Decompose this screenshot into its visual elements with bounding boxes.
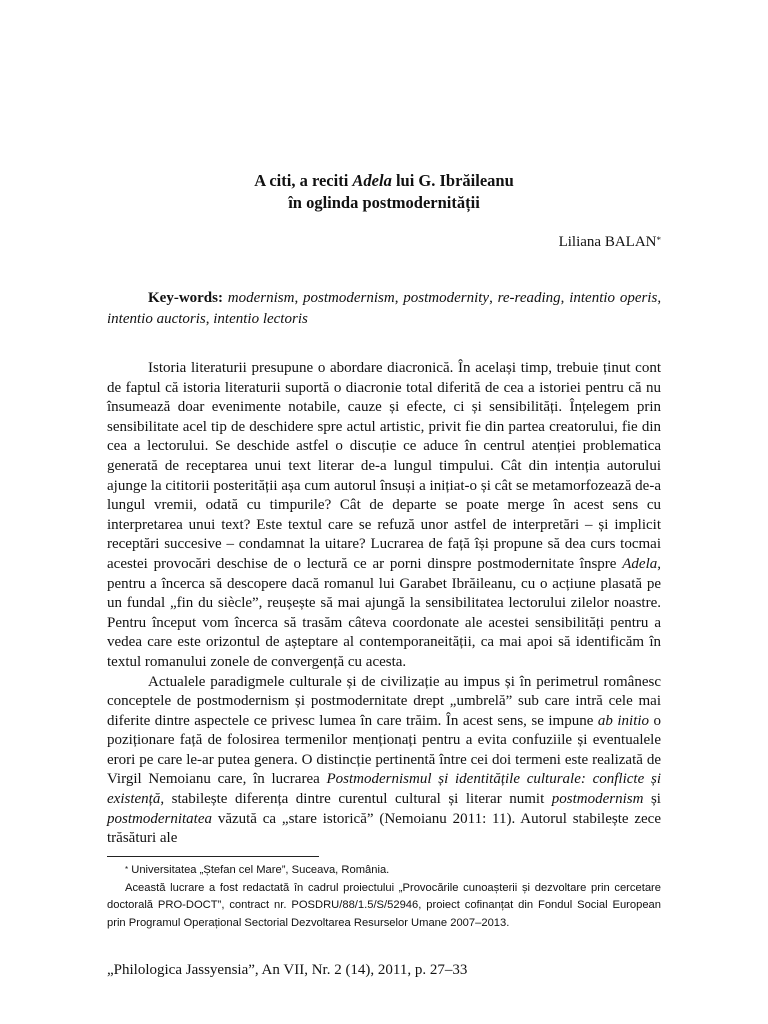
paragraph-2-text-e: văzută ca „stare istorică” (Nemoianu 2011: 11). Autorul stabilește zece trăsături ale — [107, 810, 661, 847]
journal-citation: „Philologica Jassyensia”, An VII, Nr. 2 (14), 2011, p. 27–33 — [107, 962, 468, 978]
paragraph-2-text-d: și — [643, 791, 661, 808]
title-novel-name: Adela — [352, 171, 392, 190]
body-paragraph-2 — [107, 673, 661, 849]
title-text-part2: lui G. Ibrăileanu — [391, 171, 514, 190]
paragraph-2-term-postmodernitate: postmodernitatea — [107, 810, 212, 827]
keyword-term: re-reading — [497, 290, 561, 306]
paragraph-2-latin-phrase: ab initio — [597, 712, 650, 729]
keywords-section — [107, 288, 661, 330]
keyword-term: postmodernity — [403, 290, 490, 306]
keyword-term: intentio auctoris — [107, 311, 206, 327]
keyword-term: intentio lectoris — [213, 311, 308, 327]
keyword-term: modernism — [227, 290, 295, 306]
paragraph-2-text-c: , stabilește diferența dintre curentul cultural și literar numit — [160, 791, 552, 808]
paragraph-1-text-b: , pentru a încerca să descopere dacă romanul lui Garabet Ibrăileanu, cu o acțiune plasată pe un fundal „fin du siècle”, reușește să mai ajungă la sensibilitatea lectorului zilelor noastre. Pentru început vom încerca să trasăm câteva coordonate ale acestei sensibilități pentru a vedea care este orizontul de așteptare al contemporaneității, ca mai apoi să identificăm în textul romanului zonele de convergență cu acesta. — [107, 555, 661, 670]
article-body — [107, 359, 661, 849]
keywords-label: Key-words: — [148, 290, 223, 306]
author-footnote-mark: * — [656, 235, 661, 245]
footnote-affiliation — [107, 862, 661, 880]
keyword-term: postmodernism — [303, 290, 395, 306]
keywords-list: modernism, postmodernism, postmodernity, re-reading, intentio operis, intentio auctoris, intentio lectoris — [107, 290, 662, 327]
author-name: Liliana BALAN — [558, 234, 657, 250]
footnote-funding: Această lucrare a fost redactată în cadrul proiectului „Provocările cunoașterii și dezvoltare prin cercetare doctorală PRO-DOCT”, contract nr. POSDRU/88/1.5/S/52946, proiect cofinanțat din Fondul Social European prin Programul Operațional Sectorial Dezvoltarea Resurselor Umane 2007–2013. — [107, 881, 661, 929]
footnote-affiliation-text: Universitatea „Ștefan cel Mare”, Suceava, România. — [128, 864, 390, 876]
title-text-part1: A citi, a reciti — [254, 171, 353, 190]
title-line-2: în oglinda postmodernității — [288, 193, 480, 212]
paragraph-2-text-a: Actualele paradigmele culturale și de civilizație au impus și în perimetrul românesc conceptele de postmodernism și postmodernitate drept „umbrelă” sub care intră cele mai diferite dintre aspectele ce privesc lumea în care trăim. În acest sens, se impune — [107, 673, 661, 729]
footnotes-section — [107, 862, 661, 932]
paragraph-2-text-b: o poziționare față de folosirea termenilor menționați pentru a evita confuziile și eventualele erori pe care le-ar putea genera. O distincție pertinentă între cei doi termeni este realizată de Virgil Nemoianu care, în lucrarea — [107, 712, 662, 788]
title-line-1 — [107, 170, 661, 192]
author-byline — [559, 232, 661, 252]
footnote-mark: * — [125, 865, 129, 874]
body-paragraph-1 — [107, 359, 661, 673]
paragraph-1-text-a: Istoria literaturii presupune o abordare diacronică. În același timp, trebuie ținut cont de faptul că istoria literaturii suportă o diacronie total diferită de cea a istoriei pentru că nu însumează doar evenimente notabile, cauze și efecte, ci și sensibilități. Înțelegem prin sensibilitate acel tip de deschidere spre actul artistic, privit fie din partea creatorului, fie din cea a lectorului. Se deschide astfel o discuție ce aduce în centrul atenției problematica generată de receptarea unui text literar de-a lungul timpului. Cât din intenția autorului ajunge la cititorii posterității așa cum autorul însuși a inițiat-o și cât se metamorfozează de-a lungul vremii, odată cu timpurile? Cât de departe se poate merge în acest sens cu interpretarea unui text? Este textul care se refuză unor astfel de interpretări – și implicit receptări succesive – condamnat la uitare? Lucrarea de față își propune să dea curs tocmai acestei provocări deschise de o lectură ce ar porni dinspre postmodernitate înspre — [107, 360, 661, 572]
paragraph-1-novel-name: Adela — [622, 555, 658, 572]
paragraph-2-book-title: Postmodernismul și identitățile culturale: conflicte și existență — [107, 771, 661, 808]
keyword-term: intentio operis — [569, 290, 658, 306]
article-title — [107, 170, 661, 214]
footnote-divider — [107, 856, 319, 857]
paragraph-2-term-postmodernism: postmodernism — [551, 791, 644, 808]
